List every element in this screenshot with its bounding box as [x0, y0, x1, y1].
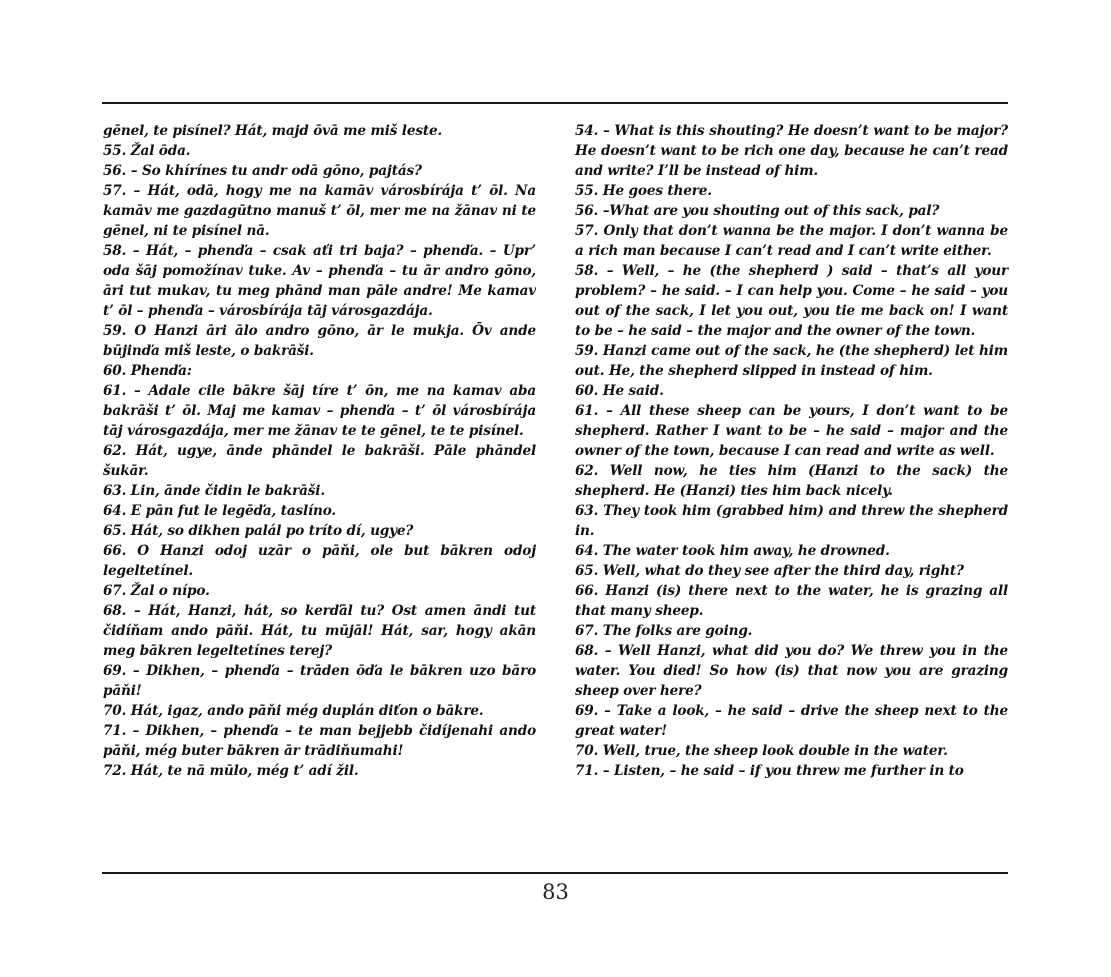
right-paragraph: 64. The water took him away, he drowned. [575, 543, 890, 559]
right-paragraph: 70. Well, true, the sheep look double in the water. [575, 743, 948, 759]
left-paragraph: 64. E pān fut le legēďa, taslíno. [103, 503, 337, 519]
left-paragraph: 61. – Adale cile bākre šāj tíre t’ ōn, me na kamav aba bakrāši t’ ōl. Maj me kamav – phenďa – t’ ōl városbírája tāj városgazdája, mer me žānav te te gēnel, te te pisínel. [103, 383, 536, 439]
right-paragraph: 55. He goes there. [575, 183, 712, 199]
left-paragraph: 55. Žal ōda. [103, 143, 191, 159]
right-paragraph: 61. – All these sheep can be yours, I don’t want to be shepherd. Rather I want to be – he said – major and the owner of the town, because I can read and write as well. [575, 403, 1008, 459]
right-paragraph: 56. –What are you shouting out of this sack, pal? [575, 203, 940, 219]
right-paragraph: 69. – Take a look, – he said – drive the sheep next to the great water! [575, 703, 1008, 739]
bottom-rule [102, 872, 1008, 874]
left-paragraph: gēnel, te pisínel? Hát, majd ōvā me miš leste. [103, 123, 443, 139]
left-paragraph: 71. – Dikhen, – phenďa – te man bejjebb čidíjenahi ando pāňi, még buter bākren ār trādiňumahi! [103, 723, 536, 759]
right-paragraph: 66. Hanzi (is) there next to the water, he is grazing all that many sheep. [575, 583, 1008, 619]
left-paragraph: 65. Hát, so dikhen palál po tríto dí, ugye? [103, 523, 414, 539]
right-paragraph: 62. Well now, he ties him (Hanzi to the sack) the shepherd. He (Hanzi) ties him back nicely. [575, 463, 1008, 499]
right-paragraph: 63. They took him (grabbed him) and threw the shepherd in. [575, 503, 1008, 539]
right-paragraph: 71. – Listen, – he said – if you threw me further in to [575, 763, 964, 779]
left-paragraph: 56. – So khírínes tu andr odā gōno, pajtás? [103, 163, 422, 179]
left-paragraph: 67. Žal o nípo. [103, 583, 210, 599]
left-paragraph: 60. Phenďa: [103, 363, 192, 379]
left-paragraph: 70. Hát, igaz, ando pāňi még duplán diťon o bākre. [103, 703, 484, 719]
right-paragraph: 54. – What is this shouting? He doesn’t want to be major? He doesn’t want to be rich one day, because he can’t read and write? I’ll be instead of him. [575, 123, 1008, 179]
right-column-english-translation [575, 121, 1008, 781]
right-paragraph: 57. Only that don’t wanna be the major. I don’t wanna be a rich man because I can’t read and I can’t write either. [575, 223, 1008, 259]
right-paragraph: 68. – Well Hanzi, what did you do? We threw you in the water. You died! So how (is) that now you are grazing sheep over here? [575, 643, 1008, 699]
left-paragraph: 69. – Dikhen, – phenďa – trāden ōďa le bākren uzo bāro pāňi! [103, 663, 536, 699]
left-paragraph: 57. – Hát, odā, hogy me na kamāv városbírája t’ ōl. Na kamāv me gazdagūtno manuš t’ ōl, mer me na žānav ni te gēnel, ni te pisínel nā. [103, 183, 536, 239]
left-paragraph: 63. Lin, ānde čidin le bakrāši. [103, 483, 325, 499]
right-paragraph: 59. Hanzi came out of the sack, he (the shepherd) let him out. He, the shepherd slipped in instead of him. [575, 343, 1008, 379]
right-paragraph: 60. He said. [575, 383, 664, 399]
left-paragraph: 58. – Hát, – phenďa – csak aťi tri baja? – phenďa. – Upr’ oda šāj pomožínav tuke. Av – phenďa – tu ār andro gōno, āri tut mukav, tu meg phānd man pāle andre! Me kamav t’ ōl – phenďa – városbírája tāj városgazdája. [103, 243, 536, 319]
left-column-romani-text [103, 121, 536, 781]
left-paragraph: 66. O Hanzi odoj uzār o pāňi, ole but bākren odoj legeltetínel. [103, 543, 536, 579]
left-paragraph: 72. Hát, te nā mūlo, még t’ adí žil. [103, 763, 359, 779]
right-paragraph: 67. The folks are going. [575, 623, 753, 639]
left-paragraph: 62. Hát, ugye, ānde phāndel le bakrāši. Pāle phāndel šukār. [103, 443, 536, 479]
top-rule [102, 102, 1008, 104]
left-paragraph: 59. O Hanzi āri ālo andro gōno, ār le mukja. Ōv ande būjinďa miš leste, o bakrāši. [103, 323, 536, 359]
page-number: 83 [542, 880, 569, 904]
right-paragraph: 65. Well, what do they see after the third day, right? [575, 563, 964, 579]
right-paragraph: 58. – Well, – he (the shepherd ) said – that’s all your problem? – he said. – I can help you. Come – he said – you out of the sack, I let you out, you tie me back on! I want to be – he said – the major and the owner of the town. [575, 263, 1008, 339]
left-paragraph: 68. – Hát, Hanzi, hát, so kerďāl tu? Ost amen āndi tut čidíňam ando pāňi. Hát, tu mūjāl! Hát, sar, hogy akān meg bākren legeltetínes terej? [103, 603, 536, 659]
